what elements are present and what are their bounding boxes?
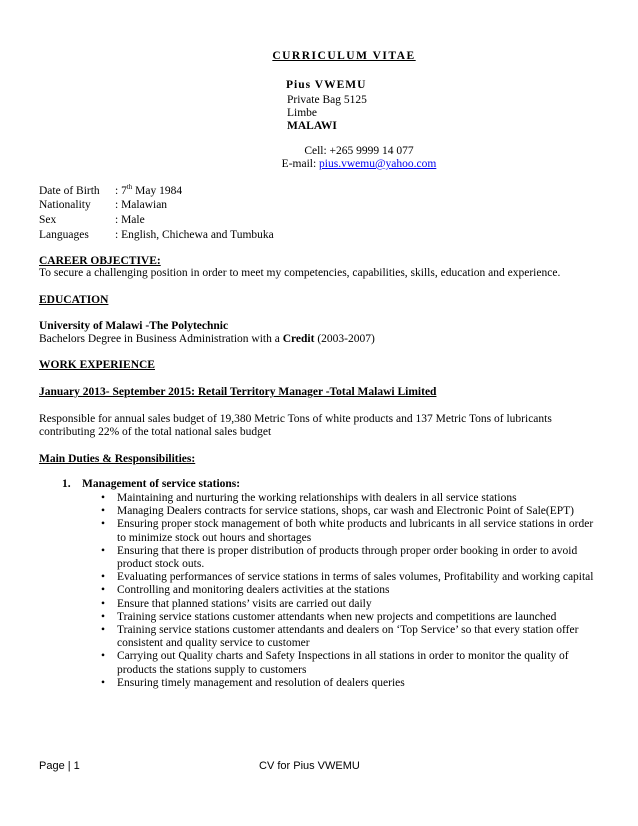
nationality-label: Nationality	[39, 199, 91, 211]
duties-list	[101, 492, 601, 690]
duties-heading: Main Duties & Responsibilities:	[39, 453, 196, 465]
list-item: • Controlling and monitoring dealers activities at the stations	[101, 584, 601, 597]
degree-years: (2003-2007)	[314, 333, 375, 345]
footer-doc-title: CV for Pius VWEMU	[259, 760, 360, 772]
languages-label: Languages	[39, 229, 89, 241]
job-title: January 2013- September 2015: Retail Territory Manager -Total Malawi Limited	[39, 386, 437, 398]
career-heading: CAREER OBJECTIVE:	[39, 255, 161, 267]
responsibility-line-2: contributing 22% of the total national sales budget	[39, 426, 272, 438]
document-title: CURRICULUM VITAE	[272, 50, 416, 62]
languages-row	[39, 229, 274, 241]
sex-label: Sex	[39, 214, 57, 226]
address-line-2: Limbe	[287, 107, 318, 119]
career-text: To secure a challenging position in order to meet my competencies, capabilities, skills, education and experience.	[39, 267, 561, 279]
languages-value: : English, Chichewa and Tumbuka	[115, 229, 274, 241]
list-item: • Maintaining and nurturing the working relationships with dealers in all service stations	[101, 492, 601, 505]
section-title: Management of service stations:	[82, 478, 241, 490]
dob-row	[39, 183, 182, 197]
dob-sup: th	[126, 183, 133, 191]
dob-value-2: May 1984	[132, 184, 183, 197]
list-item: • Ensuring proper stock management of both white products and lubricants in all service stations in order to minimize stock out hours and shortages	[101, 518, 601, 544]
education-school: University of Malawi -The Polytechnic	[39, 320, 229, 332]
sex-value: : Male	[115, 214, 145, 226]
dob-label: Date of Birth	[39, 184, 100, 197]
degree-prefix: Bachelors Degree in Business Administration with a	[39, 333, 283, 345]
list-item: • Ensure that planned stations’ visits are carried out daily	[101, 598, 601, 611]
list-item: • Ensuring timely management and resolution of dealers queries	[101, 677, 601, 690]
sex-row	[39, 214, 145, 226]
list-item: • Managing Dealers contracts for service stations, shops, car wash and Electronic Point of Sale(EPT)	[101, 505, 601, 518]
email-line	[0, 158, 638, 170]
degree-grade: Credit	[282, 333, 315, 345]
nationality-row	[39, 199, 167, 211]
work-heading: WORK EXPERIENCE	[39, 359, 155, 371]
email-link[interactable]: pius.vwemu@yahoo.com	[319, 158, 437, 170]
responsibility-line-1: Responsible for annual sales budget of 19,380 Metric Tons of white products and 137 Metric Tons of lubricants	[39, 413, 552, 425]
section-number: 1.	[62, 478, 71, 490]
education-degree	[39, 333, 375, 345]
address-line-1: Private Bag 5125	[287, 94, 367, 106]
list-item: • Training service stations customer attendants and dealers on ‘Top Service’ so that every station offer consistent and quality service to customer	[101, 624, 601, 650]
cell-number: Cell: +265 9999 14 077	[304, 145, 414, 157]
education-heading: EDUCATION	[39, 294, 109, 306]
list-item: • Carrying out Quality charts and Safety Inspections in all stations in order to monitor the quality of products the stations supply to customers	[101, 650, 601, 676]
list-item: • Evaluating performances of service stations in terms of sales volumes, Profitability and working capital	[101, 571, 601, 584]
footer-page-number: Page | 1	[39, 760, 80, 772]
list-item: • Training service stations customer attendants when new projects and competitions are launched	[101, 611, 601, 624]
list-item: • Ensuring that there is proper distribution of products through proper order booking in order to avoid product stock outs.	[101, 545, 601, 571]
nationality-value: : Malawian	[115, 199, 168, 211]
address-country: MALAWI	[287, 120, 337, 132]
dob-value: : 7	[115, 184, 127, 197]
applicant-name: Pius VWEMU	[286, 79, 367, 91]
email-label: E-mail:	[281, 158, 320, 170]
